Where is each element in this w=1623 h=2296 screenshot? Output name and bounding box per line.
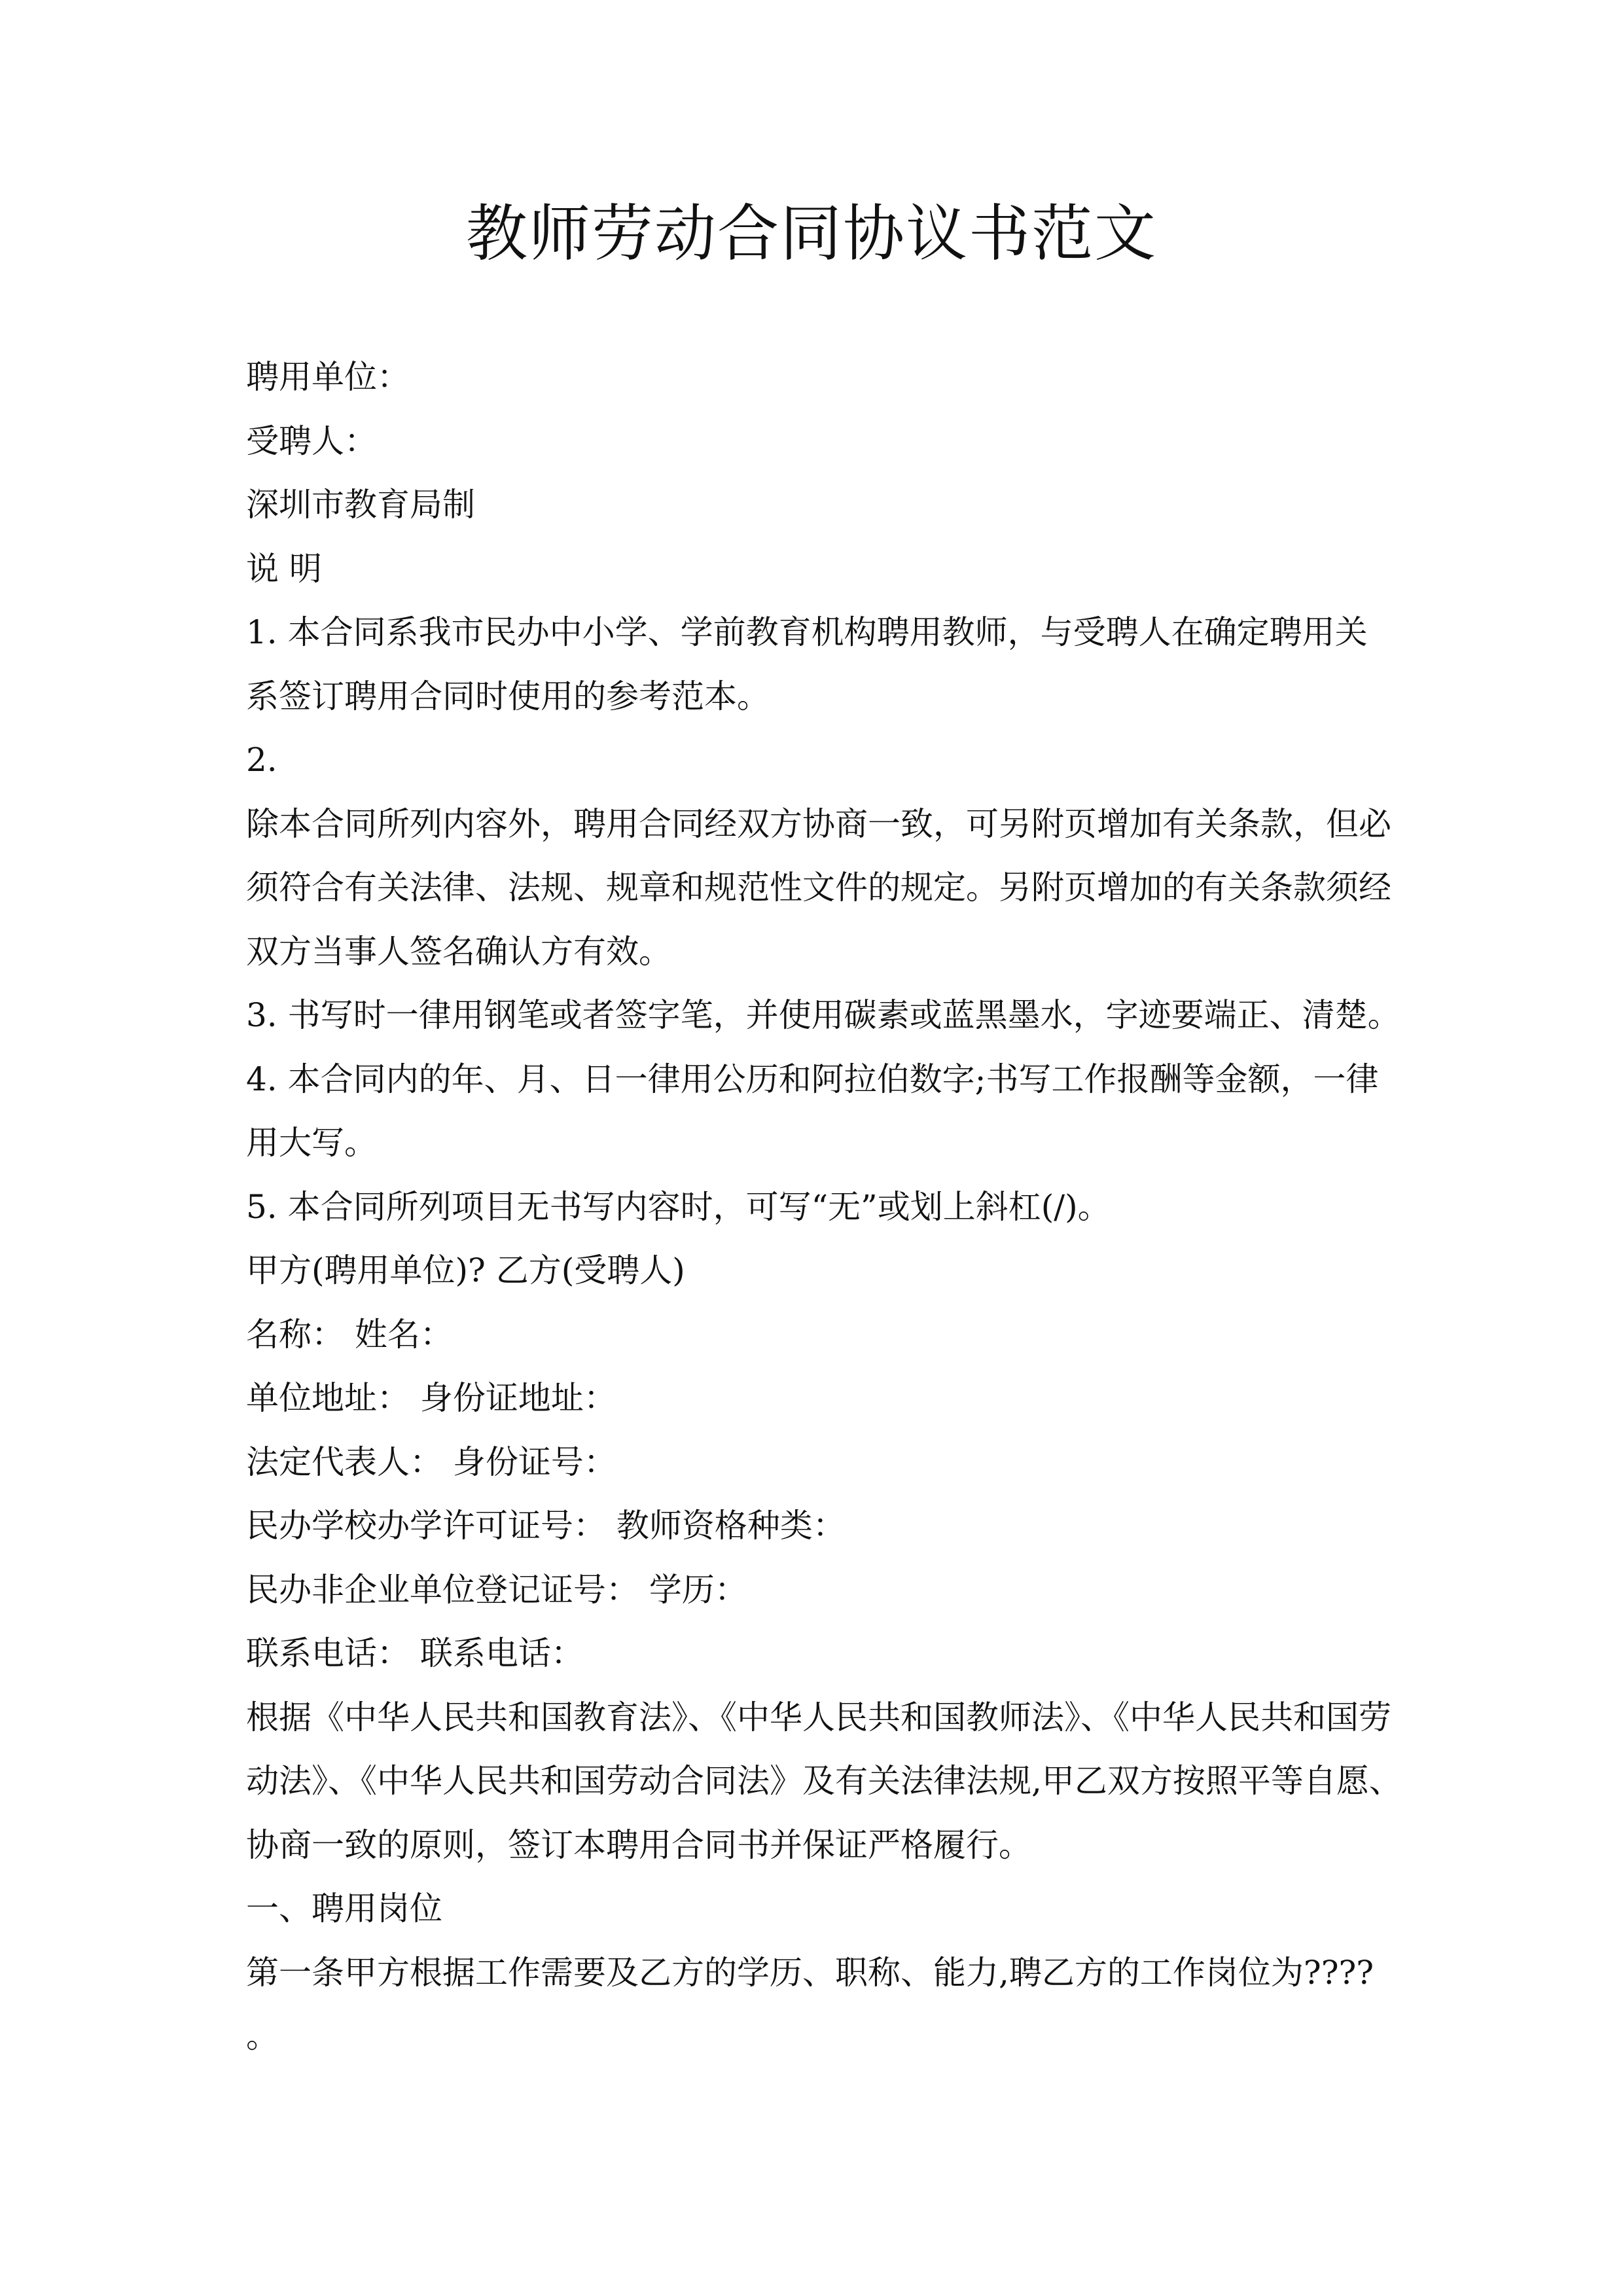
instruction-5: 5. 本合同所列项目无书写内容时，可写“无”或划上斜杠(/)。 [246,1187,1111,1226]
preamble: 根据《中华人民共和国教育法》、《中华人民共和国教师法》、《中华人民共和国劳 [246,1698,1391,1736]
instruction-1-cont: 系签订聘用合同时使用的参考范本。 [246,677,770,715]
instruction-4-cont: 用大写。 [246,1124,377,1162]
parties-heading: 甲方(聘用单位)? 乙方(受聘人) [246,1251,685,1289]
field-employee: 受聘人： [246,422,377,460]
instruction-2-cont: 双方当事人签名确认方有效。 [246,932,671,971]
article-1-cont: 。 [246,2017,279,2055]
document-title: 教师劳动合同协议书范文 [465,198,1157,270]
preamble-cont: 协商一致的原则，签订本聘用合同书并保证严格履行。 [246,1825,1031,1864]
preamble-cont: 动法》、《中华人民共和国劳动合同法》及有关法律法规,甲乙双方按照平等自愿、 [246,1762,1402,1800]
document-body [246,346,1411,2069]
field-registration: 民办非企业单位登记证号： 学历： [246,1570,747,1609]
field-phone: 联系电话： 联系电话： [246,1634,584,1672]
instruction-2-number: 2. [246,741,277,779]
instruction-2-cont: 须符合有关法律、法规、规章和规范性文件的规定。另附页增加的有关条款须经 [246,869,1391,906]
field-employer: 聘用单位： [246,358,410,396]
field-name: 名称： 姓名： [246,1315,453,1354]
article-1: 第一条甲方根据工作需要及乙方的学历、职称、能力,聘乙方的工作岗位为???? [246,1953,1374,1992]
field-license: 民办学校办学许可证号： 教师资格种类： [246,1507,846,1545]
instruction-3: 3. 书写时一律用钢笔或者签字笔，并使用碳素或蓝黑墨水，字迹要端正、清楚。 [246,996,1400,1034]
instruction-1: 1. 本合同系我市民办中小学、学前教育机构聘用教师，与受聘人在确定聘用关 [246,613,1368,651]
instructions-heading: 说 明 [246,549,322,588]
instruction-4: 4. 本合同内的年、月、日一律用公历和阿拉伯数字;书写工作报酬等金额，一律 [246,1060,1379,1098]
issuer-line: 深圳市教育局制 [246,486,475,524]
field-legal-rep: 法定代表人： 身份证号： [246,1443,616,1481]
field-address: 单位地址： 身份证地址： [246,1379,616,1417]
section-1-heading: 一、聘用岗位 [246,1890,442,1928]
instruction-2: 除本合同所列内容外，聘用合同经双方协商一致，可另附页增加有关条款，但必 [246,804,1391,843]
